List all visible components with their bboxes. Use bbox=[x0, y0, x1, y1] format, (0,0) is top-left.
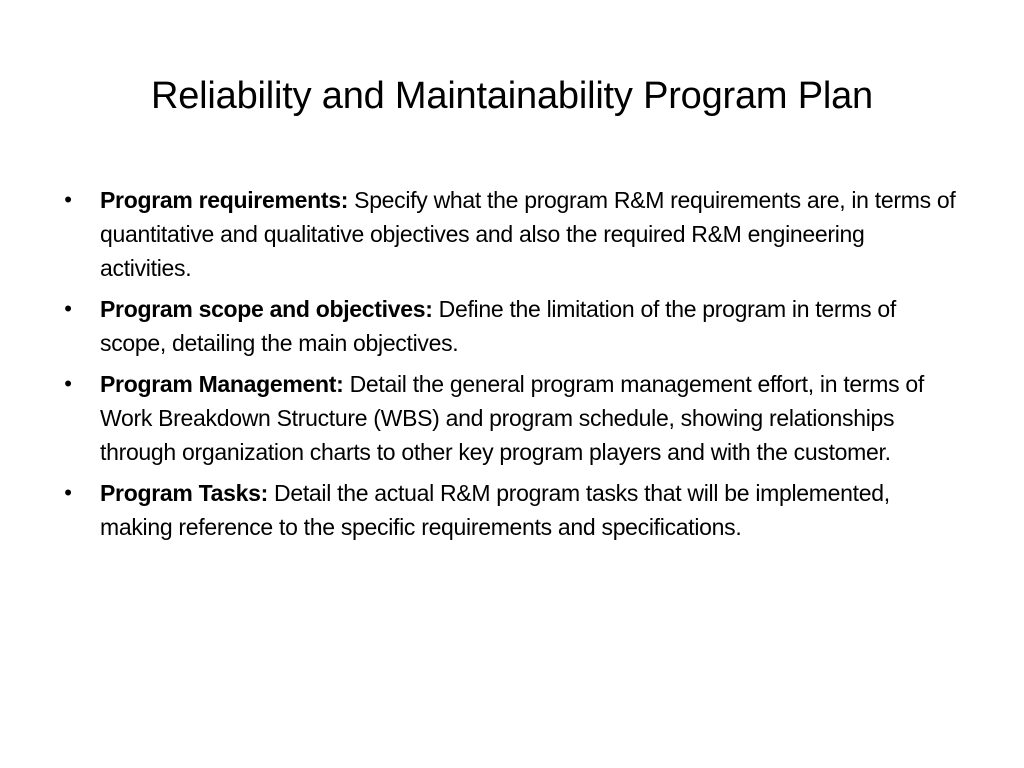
bullet-text: Detail the general program management effort, in terms of Work Breakdown Structure (WBS) and program schedule, showing relationships through organization charts to other key program players and with the customer. bbox=[100, 371, 924, 465]
bullet-item-program-scope bbox=[60, 292, 960, 360]
bullet-label: Program Tasks: bbox=[100, 480, 268, 506]
bullet-item-program-requirements bbox=[60, 183, 960, 285]
bullet-item-program-tasks bbox=[60, 476, 960, 544]
bullet-marker: • bbox=[64, 296, 72, 321]
bullet-label: Program requirements: bbox=[100, 187, 349, 213]
bullet-text: Detail the actual R&M program tasks that will be implemented, making reference to the specific requirements and specifications. bbox=[100, 480, 890, 540]
bullet-marker: • bbox=[64, 371, 72, 396]
bullet-list bbox=[60, 183, 960, 551]
bullet-marker: • bbox=[64, 480, 72, 505]
bullet-item-program-management bbox=[60, 367, 960, 469]
bullet-text: Specify what the program R&M requirements are, in terms of quantitative and qualitative objectives and also the required R&M engineering activities. bbox=[100, 187, 956, 281]
slide-title: Reliability and Maintainability Program Plan bbox=[151, 75, 873, 117]
bullet-label: Program Management: bbox=[100, 371, 344, 397]
bullet-marker: • bbox=[64, 187, 72, 212]
bullet-text: Define the limitation of the program in terms of scope, detailing the main objectives. bbox=[100, 296, 896, 356]
bullet-label: Program scope and objectives: bbox=[100, 296, 433, 322]
